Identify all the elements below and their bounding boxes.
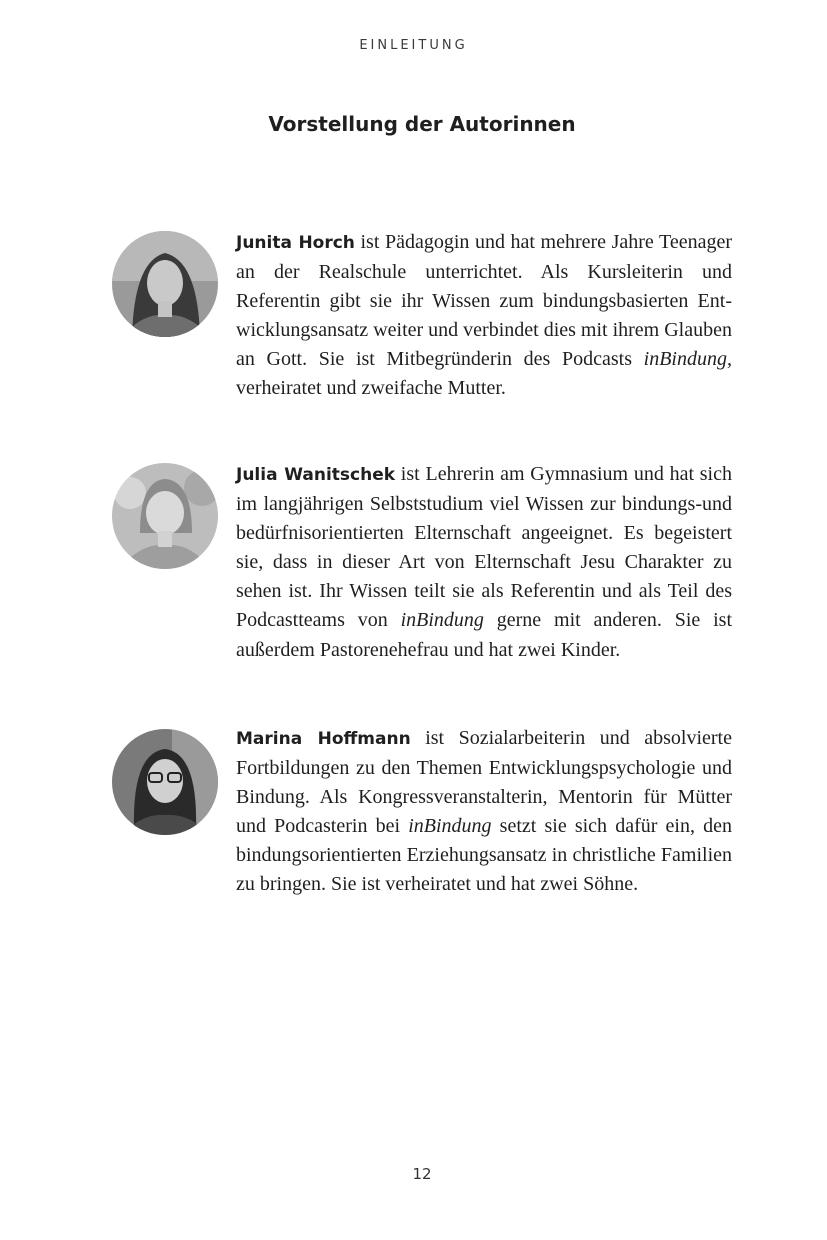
bio-text: gerne mit anderen. Sie ist außerdem Pastorenehefrau und hat zwei Kinder. <box>236 609 733 661</box>
author-name: Junita Horch <box>236 233 355 253</box>
avatar-marina-hoffmann <box>112 729 218 835</box>
author-name: Marina Hoffmann <box>236 729 411 749</box>
avatar-julia-wanitschek <box>112 463 218 569</box>
page-title: Vorstellung der Autorinnen <box>268 112 576 136</box>
bio-text: ist Sozialarbeiterin und absolvierte Fortbildungen zu den Themen Entwicklungspsychologie und Bindung. Als Kongressveranstalterin, Mentorin für Mütter und Podcasterin bei <box>236 727 732 838</box>
bio-junita-horch <box>236 228 732 404</box>
running-head: EINLEITUNG <box>359 38 468 53</box>
page-number: 12 <box>412 1165 432 1183</box>
bio-marina-hoffmann <box>236 724 732 900</box>
avatar-junita-horch <box>112 231 218 337</box>
bio-text: setzt sie sich dafür ein, den bindungsorientierten Erziehungsansatz in christliche Familien zu bringen. Sie ist verheiratet und hat zwei Söhne. <box>236 815 732 896</box>
bio-text: ist Pädagogin und hat mehrere Jahre Teenager an der Realschule unterrichtet. Als Kursleiterin und Referentin gibt sie ihr Wissen zum bindungsbasierten Entwicklungsansatz weiter und verbindet dies mit ihrem Glauben an Gott. Sie ist Mitbegründerin des Podcasts <box>236 231 732 371</box>
bio-text: verheiratet und zweifache Mutter. <box>236 377 506 400</box>
portrait-photo-junita-horch <box>112 231 218 337</box>
bio-julia-wanitschek <box>236 460 732 665</box>
portrait-photo-marina-hoffmann <box>112 729 218 835</box>
podcast-name: inBindung, <box>643 348 732 371</box>
podcast-name: inBindung <box>408 815 492 838</box>
podcast-name: inBindung <box>400 609 484 632</box>
portrait-photo-julia-wanitschek <box>112 463 218 569</box>
author-name: Julia Wanitschek <box>236 465 396 485</box>
bio-text: ist Lehrerin am Gymnasium und hat sich im langjährigen Selbststudium viel Wissen zur bindungs-und bedürfnisorientierten Elternschaft angeeignet. Es begeistert sie, dass in dieser Art von Elternschaft Jesu Charakter zu sehen ist. Ihr Wissen teilt sie als Referentin und als Teil des Podcastteams von <box>236 463 732 632</box>
